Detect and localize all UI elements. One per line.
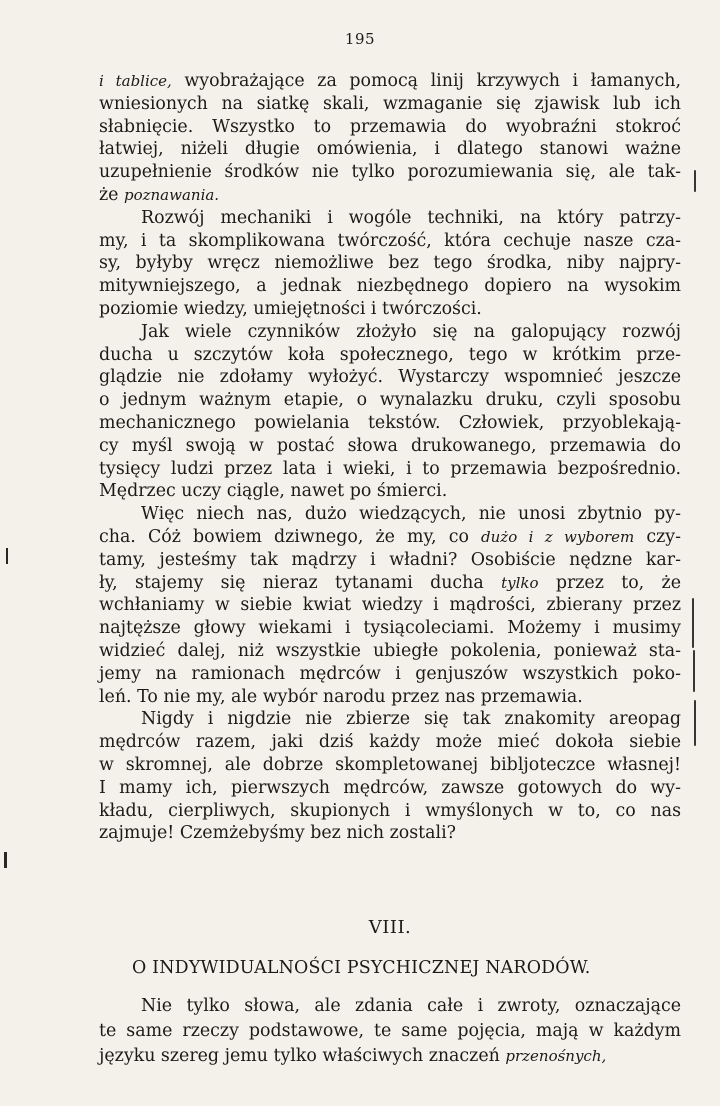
text-line (99, 617, 681, 640)
text-run: te same rzeczy podstawowe, te same pojęcia, mają w każdym (99, 1021, 681, 1041)
text-line (99, 435, 681, 458)
italic-text: poznawania. (123, 185, 220, 204)
text-run: sy, byłyby wręcz niemożliwe bez tego środka, niby najpry- (99, 253, 681, 274)
text-run: o jednym ważnym etapie, o wynalazku druku, czyli sposobu (99, 390, 681, 411)
text-line (99, 572, 681, 595)
text-run: wniesionych na siatkę skali, wzmaganie się zjawisk lub ich (99, 93, 681, 114)
text-run: Nigdy i nigdzie nie zbierze się tak znakomity areopag (141, 709, 681, 730)
text-line (99, 161, 681, 184)
text-run: tamy, jesteśmy tak mądrzy i władni? Osobiście nędzne kar- (99, 549, 681, 570)
text-run: widzieć dalej, niż wszystkie ubiegłe pokolenia, ponieważ sta- (99, 640, 681, 661)
text-line (99, 686, 681, 709)
text-run: łatwiej, niżeli długie omówienia, i dlatego stanowi ważne (99, 139, 681, 160)
text-line (99, 731, 681, 754)
text-run: I mamy ich, pierwszych mędrców, zawsze gotowych do wy- (99, 777, 681, 798)
text-line (99, 366, 681, 389)
text-run: Jak wiele czynników złożyło się na galopujący rozwój (141, 321, 681, 342)
italic-text: dużo i z wyborem (481, 527, 635, 546)
text-line (99, 754, 681, 777)
italic-text: i tablice, (99, 72, 172, 90)
text-line (99, 389, 681, 412)
text-run: mitywniejszego, a jednak niezbędnego dopiero na wysokim (99, 276, 681, 297)
paragraph-4 (99, 503, 681, 708)
margin-bracket-mark (693, 650, 695, 692)
text-run: w skromnej, ale dobrze skompletowanej bibljoteczce własnej! (99, 754, 681, 775)
text-line (99, 298, 681, 321)
section-number: VIII. (368, 917, 412, 938)
margin-bracket-mark (692, 598, 694, 648)
section-text (99, 994, 681, 1069)
text-run: Więc niech nas, dużo wiedzących, nie unosi zbytnio py- (141, 504, 681, 525)
text-line (99, 321, 681, 344)
text-run: wchłaniamy w siebie kwiat wiedzy i mądrości, zbierany przez (99, 595, 681, 616)
text-run: Mędrzec uczy ciągle, nawet po śmierci. (99, 481, 448, 502)
text-run: uzupełnienie środków nie tylko porozumiewania się, ale tak- (99, 162, 681, 183)
text-line (99, 594, 681, 617)
paragraph-2 (99, 207, 681, 321)
text-line (99, 549, 681, 572)
text-line (99, 275, 681, 298)
text-run: słabnięcie. Wszystko to przemawia do wyobraźni stokroć (99, 116, 681, 137)
text-line (99, 70, 681, 93)
text-line (99, 640, 681, 663)
text-line (99, 1019, 681, 1044)
italic-text: tylko (501, 573, 539, 592)
text-line (99, 184, 681, 207)
paragraph-3 (99, 321, 681, 503)
main-text (99, 70, 681, 845)
text-line (99, 344, 681, 367)
text-line (99, 116, 681, 139)
paragraph-5 (99, 708, 681, 845)
page-number: 195 (344, 30, 376, 48)
text-run: mechanicznego powielania tekstów. Człowiek, przyoblekają- (99, 412, 681, 433)
text-line (99, 480, 681, 503)
text-run: Nie tylko słowa, ale zdania całe i zwroty, oznaczające (141, 996, 681, 1016)
text-run: ducha u szczytów koła społecznego, tego w krótkim prze- (99, 344, 681, 365)
text-run: my, i ta skomplikowana twórczość, która cechuje nasze cza- (99, 230, 681, 251)
text-run: leń. To nie my, ale wybór narodu przez nas przemawia. (99, 686, 583, 707)
text-line (99, 412, 681, 435)
text-run: ły, stajemy się nieraz tytanami ducha (99, 572, 502, 593)
text-run: mędrców razem, jaki dziś każdy może mieć dokoła siebie (99, 732, 681, 753)
text-line (99, 800, 681, 823)
text-run: Rozwój mechaniki i wogóle techniki, na który patrzy- (141, 207, 681, 228)
text-line (99, 230, 681, 253)
text-line (99, 526, 681, 549)
text-run: kładu, cierpliwych, skupionych i wmyślonych w to, co nas (99, 800, 681, 821)
text-run: tysięcy ludzi przez lata i wieki, i to przemawia bezpośrednio. (99, 458, 681, 479)
text-line (99, 994, 681, 1019)
text-line (99, 503, 681, 526)
paragraph-1 (99, 70, 681, 207)
text-run: przez to, że (538, 572, 681, 593)
text-line (99, 663, 681, 686)
text-line (99, 458, 681, 481)
text-run: czy- (634, 526, 681, 547)
italic-text: przenośnych, (505, 1047, 607, 1065)
text-run: jemy na ramionach mędrców i genjuszów wszystkich poko- (99, 663, 681, 684)
text-run: cy myśl swoją w postać słowa drukowanego, przemawia do (99, 435, 681, 456)
margin-speck-mark (6, 548, 8, 564)
text-run: że (99, 184, 124, 205)
text-line (99, 708, 681, 731)
text-line (99, 138, 681, 161)
text-run: poziomie wiedzy, umiejętności i twórczości. (99, 298, 482, 319)
text-run: języku szereg jemu tylko właściwych znaczeń (99, 1046, 506, 1066)
margin-bracket-mark (694, 170, 696, 192)
section-title: O INDYWIDUALNOŚCI PSYCHICZNEJ NARODÓW. (132, 958, 591, 978)
text-line (99, 252, 681, 275)
text-line (99, 207, 681, 230)
text-run: najtęższe głowy wiekami i tysiącoleciami. Możemy i musimy (99, 618, 681, 639)
margin-speck-mark (4, 852, 7, 868)
text-run: wyobrażające za pomocą linij krzywych i łamanych, (171, 71, 682, 91)
paragraph-6 (99, 994, 681, 1069)
text-run: cha. Cóż bowiem dziwnego, że my, co (99, 526, 482, 547)
text-line (99, 777, 681, 800)
margin-bracket-mark (694, 700, 696, 746)
text-line (99, 822, 681, 845)
text-run: zajmuje! Czemżebyśmy bez nich zostali? (99, 823, 456, 844)
text-run: glądzie nie zdołamy wyłożyć. Wystarczy wspomnieć jeszcze (99, 367, 681, 388)
text-line (99, 93, 681, 116)
text-line (99, 1044, 681, 1069)
